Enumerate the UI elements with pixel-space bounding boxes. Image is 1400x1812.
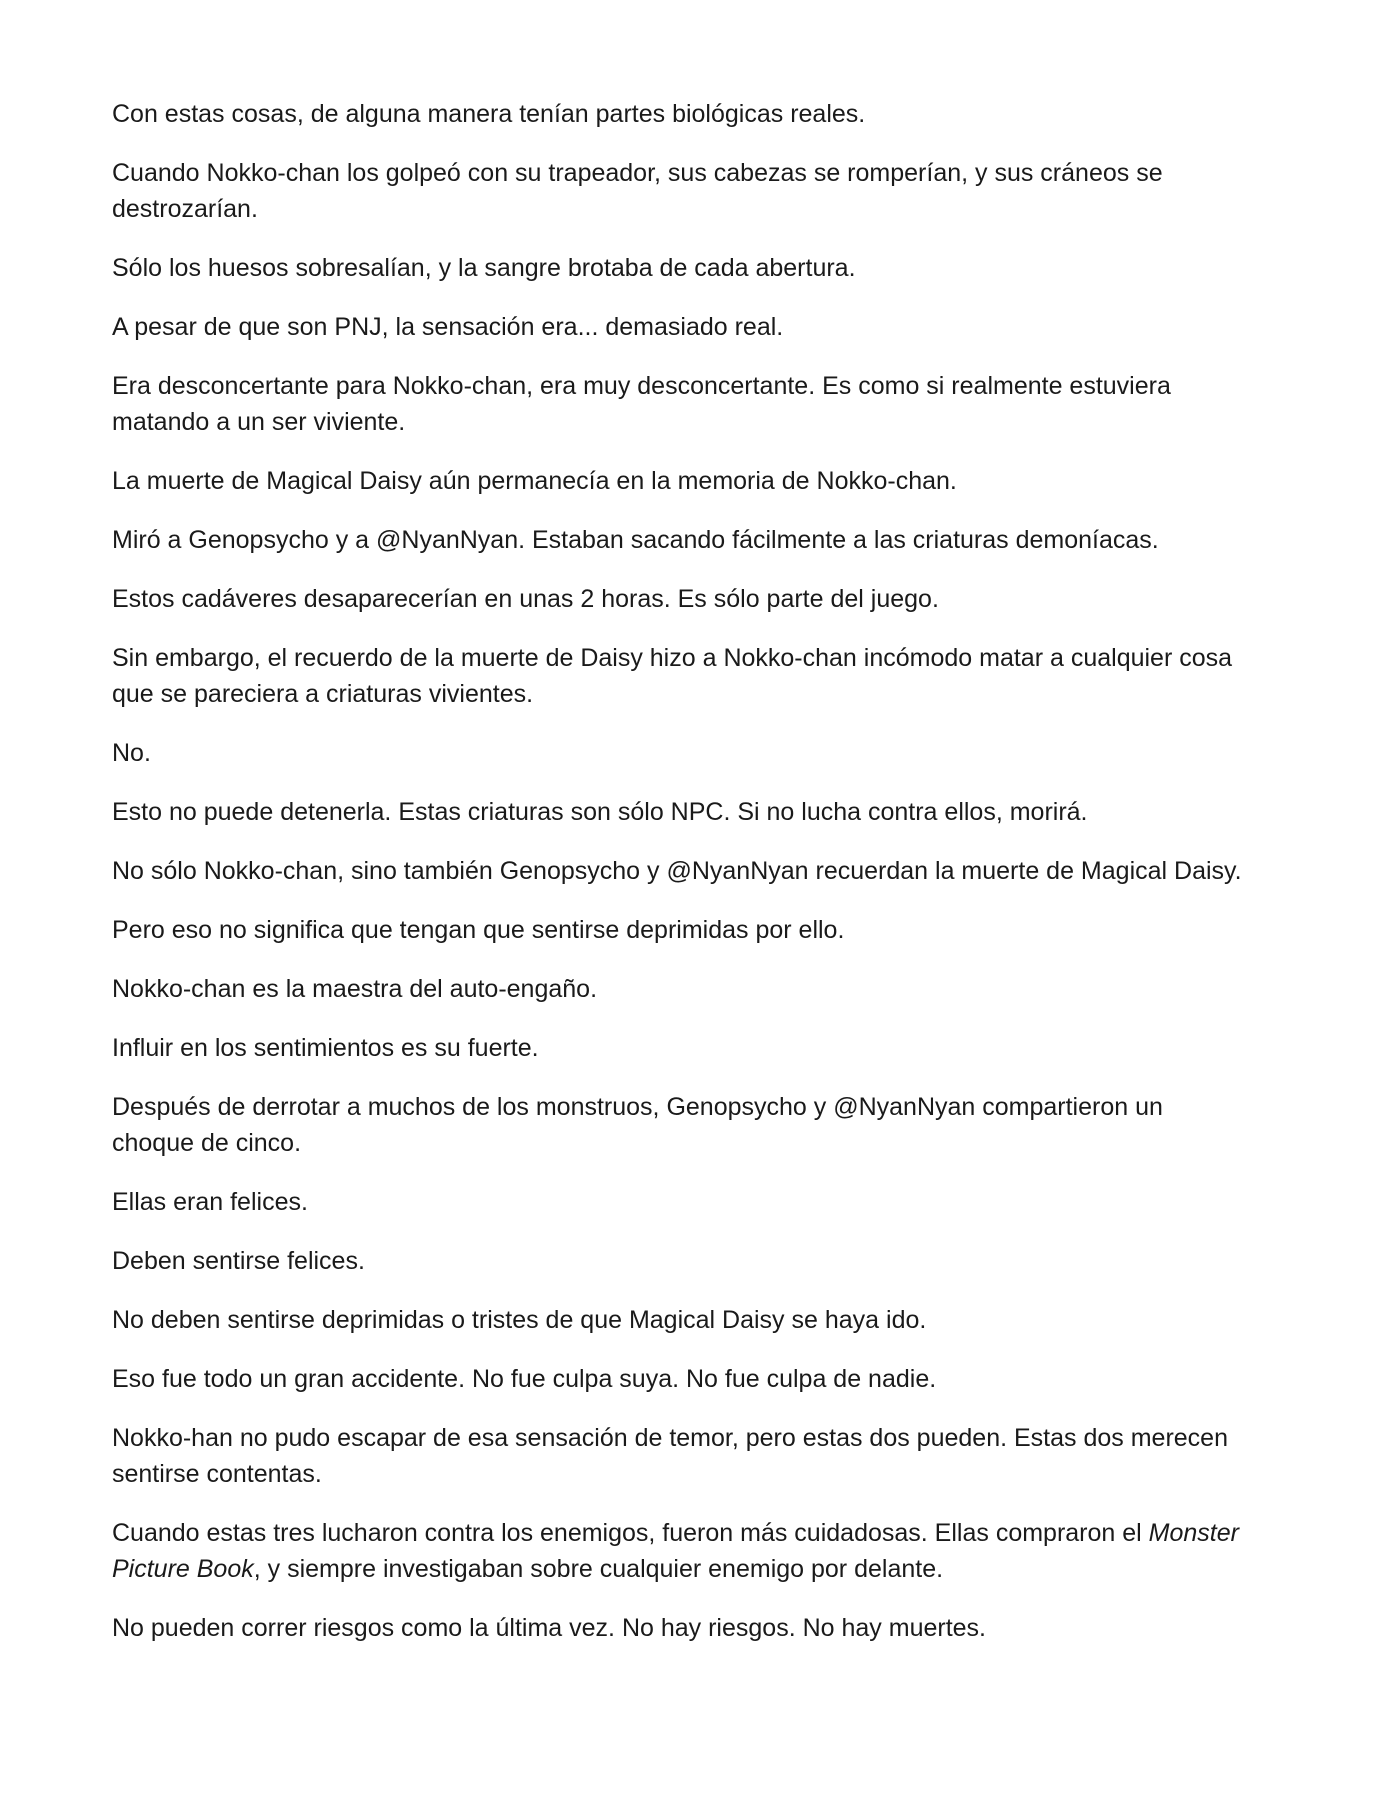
- paragraph-4: A pesar de que son PNJ, la sensación era... demasiado real.: [112, 313, 784, 341]
- paragraph-8: Estos cadáveres desaparecerían en unas 2 horas. Es sólo parte del juego.: [112, 585, 939, 613]
- paragraph-10: No.: [112, 739, 151, 767]
- paragraph-1: Con estas cosas, de alguna manera tenían partes biológicas reales.: [112, 100, 866, 128]
- paragraph-19: No deben sentirse deprimidas o tristes de que Magical Daisy se haya ido.: [112, 1306, 927, 1334]
- paragraph-22: [112, 1515, 1250, 1587]
- paragraph-2: Cuando Nokko-chan los golpeó con su trapeador, sus cabezas se romperían, y sus cráneos se destrozarían.: [112, 159, 1163, 223]
- paragraph-23: No pueden correr riesgos como la última vez. No hay riesgos. No hay muertes.: [112, 1614, 986, 1642]
- paragraph-11: Esto no puede detenerla. Estas criaturas son sólo NPC. Si no lucha contra ellos, morirá.: [112, 798, 1088, 826]
- paragraph-22-before: Cuando estas tres lucharon contra los enemigos, fueron más cuidadosas. Ellas compraron el: [112, 1519, 1149, 1547]
- paragraph-9: Sin embargo, el recuerdo de la muerte de Daisy hizo a Nokko-chan incómodo matar a cualquier cosa que se pareciera a criaturas vivientes.: [112, 644, 1233, 708]
- paragraph-12: No sólo Nokko-chan, sino también Genopsycho y @NyanNyan recuerdan la muerte de Magical Daisy.: [112, 857, 1242, 885]
- paragraph-7: Miró a Genopsycho y a @NyanNyan. Estaban sacando fácilmente a las criaturas demoníacas.: [112, 526, 1159, 554]
- paragraph-15: Influir en los sentimientos es su fuerte.: [112, 1034, 539, 1062]
- paragraph-22-after: , y siempre investigaban sobre cualquier enemigo por delante.: [253, 1555, 944, 1583]
- paragraph-18: Deben sentirse felices.: [112, 1247, 365, 1275]
- paragraph-16: Después de derrotar a muchos de los monstruos, Genopsycho y @NyanNyan compartieron un choque de cinco.: [112, 1093, 1163, 1157]
- paragraph-14: Nokko-chan es la maestra del auto-engaño.: [112, 975, 598, 1003]
- paragraph-13: Pero eso no significa que tengan que sentirse deprimidas por ello.: [112, 916, 845, 944]
- paragraph-5: Era desconcertante para Nokko-chan, era muy desconcertante. Es como si realmente estuviera matando a un ser viviente.: [112, 372, 1171, 436]
- book-title: Monster Picture Book: [112, 1519, 1239, 1583]
- paragraph-17: Ellas eran felices.: [112, 1188, 308, 1216]
- paragraph-3: Sólo los huesos sobresalían, y la sangre brotaba de cada abertura.: [112, 254, 856, 282]
- paragraph-6: La muerte de Magical Daisy aún permanecía en la memoria de Nokko-chan.: [112, 467, 957, 495]
- paragraph-20: Eso fue todo un gran accidente. No fue culpa suya. No fue culpa de nadie.: [112, 1365, 937, 1393]
- paragraph-21: Nokko-han no pudo escapar de esa sensación de temor, pero estas dos pueden. Estas dos merecen sentirse contentas.: [112, 1424, 1228, 1488]
